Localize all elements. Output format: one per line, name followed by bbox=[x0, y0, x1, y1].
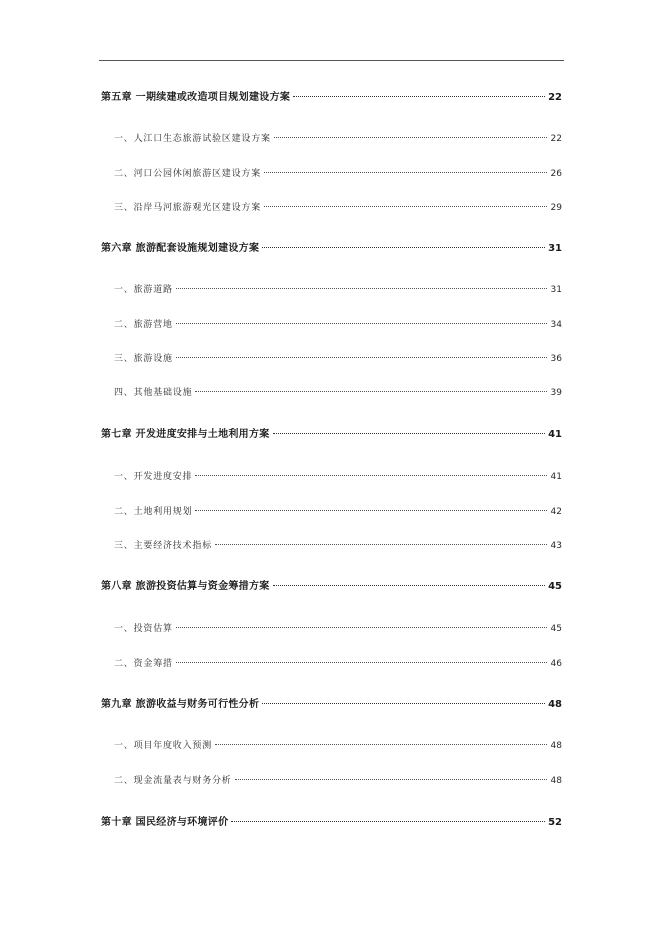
toc-leader-dots bbox=[176, 288, 547, 289]
toc-leader-dots bbox=[293, 96, 545, 97]
toc-entry-page: 31 bbox=[550, 285, 562, 295]
toc-section-6-2[interactable] bbox=[114, 318, 562, 332]
toc-leader-dots bbox=[273, 585, 545, 586]
toc-section-7-1[interactable] bbox=[114, 470, 562, 484]
toc-entry-title: 一、旅游道路 bbox=[114, 285, 173, 295]
toc-entry-title: 四、其他基础设施 bbox=[114, 388, 193, 398]
toc-entry-title: 第七章 开发进度安排与土地利用方案 bbox=[101, 429, 270, 440]
toc-entry-title: 二、资金筹措 bbox=[114, 659, 173, 669]
toc-entry-title: 二、河口公园休闲旅游区建设方案 bbox=[114, 169, 262, 179]
toc-entry-page: 42 bbox=[550, 507, 562, 517]
toc-leader-dots bbox=[235, 779, 547, 780]
toc-leader-dots bbox=[176, 662, 547, 663]
toc-entry-page: 29 bbox=[550, 203, 562, 213]
toc-entry-title: 二、土地利用规划 bbox=[114, 507, 193, 517]
toc-entry-title: 一、人江口生态旅游试验区建设方案 bbox=[114, 134, 271, 144]
toc-entry-page: 39 bbox=[550, 388, 562, 398]
toc-leader-dots bbox=[262, 247, 545, 248]
toc-entry-title: 第五章 一期续建或改造项目规划建设方案 bbox=[101, 92, 291, 103]
toc-entry-page: 34 bbox=[550, 320, 562, 330]
toc-entry-page: 48 bbox=[550, 741, 562, 751]
toc-entry-page: 36 bbox=[550, 354, 562, 364]
toc-leader-dots bbox=[176, 357, 547, 358]
toc-entry-page: 46 bbox=[550, 659, 562, 669]
toc-leader-dots bbox=[195, 391, 547, 392]
toc-leader-dots bbox=[195, 475, 547, 476]
toc-leader-dots bbox=[264, 172, 547, 173]
toc-leader-dots bbox=[176, 627, 547, 628]
toc-entry-title: 第八章 旅游投资估算与资金筹措方案 bbox=[101, 581, 270, 592]
toc-section-9-2[interactable] bbox=[114, 774, 562, 788]
toc-section-6-4[interactable] bbox=[114, 386, 562, 400]
toc-leader-dots bbox=[273, 433, 545, 434]
toc-leader-dots bbox=[262, 703, 545, 704]
toc-section-5-2[interactable] bbox=[114, 167, 562, 181]
toc-chapter-7[interactable] bbox=[101, 428, 562, 442]
toc-leader-dots bbox=[231, 821, 545, 822]
toc-leader-dots bbox=[215, 544, 547, 545]
toc-chapter-6[interactable] bbox=[101, 242, 562, 256]
toc-section-6-3[interactable] bbox=[114, 352, 562, 366]
toc-section-7-3[interactable] bbox=[114, 539, 562, 553]
toc-entry-title: 三、主要经济技术指标 bbox=[114, 541, 213, 551]
toc-entry-title: 二、现金流量表与财务分析 bbox=[114, 776, 232, 786]
toc-section-8-1[interactable] bbox=[114, 622, 562, 636]
toc-entry-title: 第九章 旅游收益与财务可行性分析 bbox=[101, 699, 260, 710]
toc-leader-dots bbox=[195, 510, 547, 511]
toc-chapter-9[interactable] bbox=[101, 698, 562, 712]
toc-entry-title: 三、沿岸马河旅游观光区建设方案 bbox=[114, 203, 262, 213]
toc-leader-dots bbox=[176, 323, 547, 324]
toc-entry-page: 26 bbox=[550, 169, 562, 179]
toc-chapter-10[interactable] bbox=[101, 816, 562, 830]
toc-section-8-2[interactable] bbox=[114, 657, 562, 671]
toc-section-9-1[interactable] bbox=[114, 739, 562, 753]
toc-entry-page: 45 bbox=[550, 624, 562, 634]
toc-entry-title: 第十章 国民经济与环境评价 bbox=[101, 817, 229, 828]
toc-entry-page: 22 bbox=[550, 134, 562, 144]
toc-entry-title: 三、旅游设施 bbox=[114, 354, 173, 364]
toc-entry-title: 一、投资估算 bbox=[114, 624, 173, 634]
toc-entry-page: 43 bbox=[550, 541, 562, 551]
toc-entry-page: 41 bbox=[550, 472, 562, 482]
toc-section-5-3[interactable] bbox=[114, 201, 562, 215]
toc-entry-page: 48 bbox=[548, 699, 562, 710]
toc-entry-page: 31 bbox=[548, 243, 562, 254]
toc-entry-title: 一、项目年度收入预测 bbox=[114, 741, 213, 751]
toc-entry-page: 48 bbox=[550, 776, 562, 786]
toc-entry-title: 第六章 旅游配套设施规划建设方案 bbox=[101, 243, 260, 254]
toc-leader-dots bbox=[215, 744, 547, 745]
toc-entry-page: 41 bbox=[548, 429, 562, 440]
toc-leader-dots bbox=[264, 206, 547, 207]
toc-entry-title: 一、开发进度安排 bbox=[114, 472, 193, 482]
toc-entry-page: 52 bbox=[548, 817, 562, 828]
toc-entry-title: 二、旅游营地 bbox=[114, 320, 173, 330]
toc-chapter-8[interactable] bbox=[101, 580, 562, 594]
toc-section-7-2[interactable] bbox=[114, 505, 562, 519]
toc-entry-page: 45 bbox=[548, 581, 562, 592]
toc-leader-dots bbox=[274, 137, 547, 138]
toc-section-6-1[interactable] bbox=[114, 283, 562, 297]
toc-entry-page: 22 bbox=[548, 92, 562, 103]
toc-section-5-1[interactable] bbox=[114, 132, 562, 146]
toc-chapter-5[interactable] bbox=[101, 91, 562, 105]
